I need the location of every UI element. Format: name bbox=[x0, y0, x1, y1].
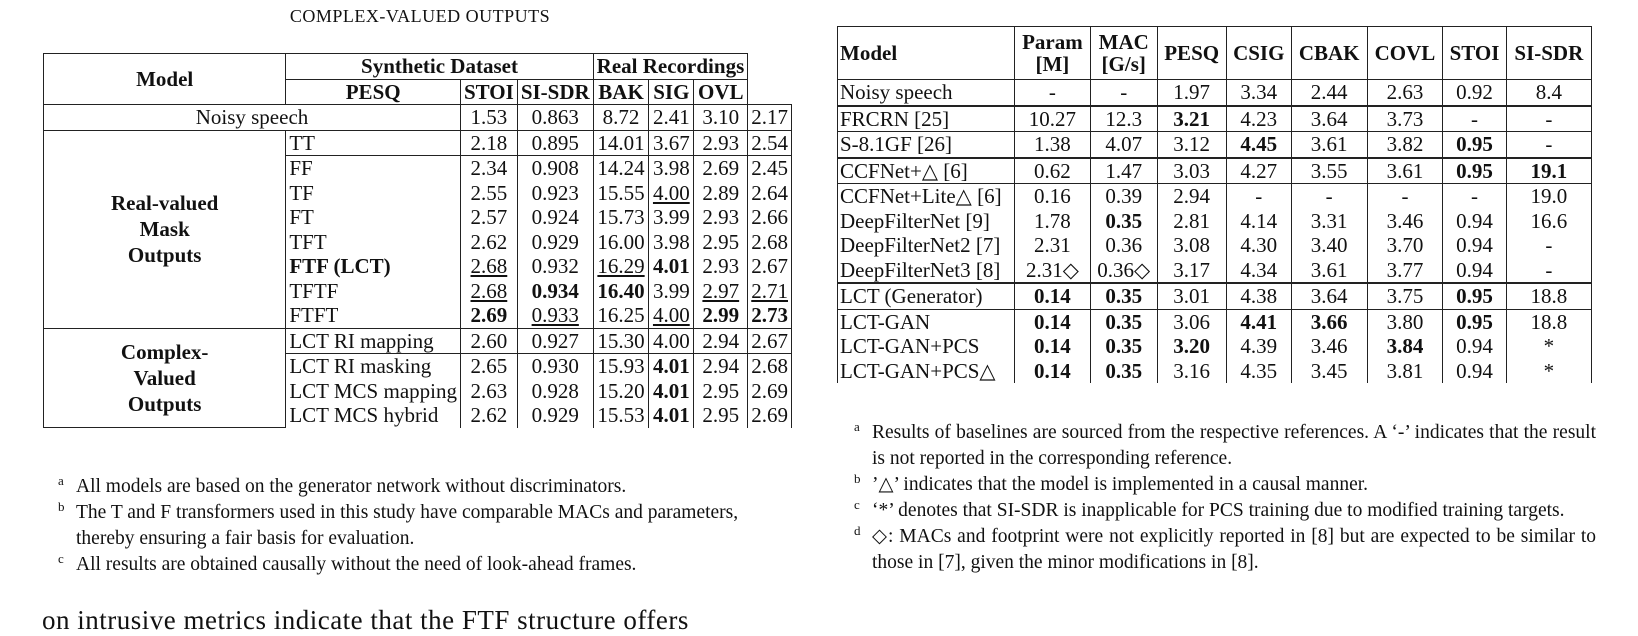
header-line: Param bbox=[1022, 30, 1083, 54]
table-cell: 3.80 bbox=[1367, 309, 1443, 334]
table-cell: 3.01 bbox=[1157, 283, 1226, 309]
row-label: LCT-GAN bbox=[838, 309, 1015, 334]
table-cell: 4.14 bbox=[1226, 209, 1291, 234]
table-cell: 0.95 bbox=[1443, 309, 1506, 334]
footnote-mark: a bbox=[854, 419, 860, 434]
row-label: DeepFilterNet2 [7] bbox=[838, 233, 1015, 258]
table-cell: 2.63 bbox=[1367, 80, 1443, 106]
table-row bbox=[838, 184, 1592, 209]
group-label-line: Complex- bbox=[120, 339, 209, 364]
footnote-mark: b bbox=[58, 499, 65, 514]
table-cell: 3.70 bbox=[1367, 233, 1443, 258]
row-label: Noisy speech bbox=[838, 80, 1015, 106]
table-cell: 4.00 bbox=[649, 303, 694, 328]
table-cell: 0.929 bbox=[517, 403, 593, 428]
table-cell: 14.01 bbox=[593, 130, 649, 156]
table-cell: 3.21 bbox=[1157, 106, 1226, 132]
table-cell: 3.17 bbox=[1157, 258, 1226, 284]
table-cell: 0.14 bbox=[1015, 283, 1091, 309]
column-header: STOI bbox=[1443, 27, 1506, 80]
row-label: CCFNet+△ [6] bbox=[838, 158, 1015, 184]
table-cell: 15.30 bbox=[593, 328, 649, 354]
row-label: LCT RI mapping bbox=[286, 328, 461, 354]
table-cell: 3.99 bbox=[649, 205, 694, 230]
table-cell: 4.01 bbox=[649, 403, 694, 428]
table-cell: 0.908 bbox=[517, 156, 593, 181]
row-label: LCT RI masking bbox=[286, 354, 461, 379]
table-cell: 2.68 bbox=[460, 254, 517, 279]
footnote bbox=[836, 420, 1596, 472]
table-cell: 0.95 bbox=[1443, 132, 1506, 158]
table-cell: 0.924 bbox=[517, 205, 593, 230]
table-cell: 0.934 bbox=[517, 279, 593, 304]
header-synthetic-dataset: Synthetic Dataset bbox=[286, 54, 593, 80]
footnote bbox=[836, 498, 1596, 524]
table-cell: 2.44 bbox=[1291, 80, 1367, 106]
table-cell: 2.95 bbox=[694, 403, 748, 428]
table-cell: - bbox=[1443, 184, 1506, 209]
table-cell: 2.64 bbox=[748, 181, 792, 206]
table-cell: 0.923 bbox=[517, 181, 593, 206]
table-cell: 2.81 bbox=[1157, 209, 1226, 234]
row-label: FTF (LCT) bbox=[286, 254, 461, 279]
table-cell: 10.27 bbox=[1015, 106, 1091, 132]
footnote-text: ‘*’ denotes that SI-SDR is inapplicable for PCS training due to modified training targets. bbox=[872, 500, 1565, 521]
column-header: SIG bbox=[649, 79, 694, 105]
table-cell: 15.93 bbox=[593, 354, 649, 379]
table-cell: 2.41 bbox=[649, 105, 694, 131]
table-cell: 2.71 bbox=[748, 279, 792, 304]
footnote-text: All models are based on the generator network without discriminators. bbox=[76, 476, 627, 497]
group-label-line: Real-valued bbox=[111, 191, 219, 215]
table-cell: 2.68 bbox=[748, 354, 792, 379]
table-cell: 3.55 bbox=[1291, 158, 1367, 184]
table-cell: 0.94 bbox=[1443, 209, 1506, 234]
table-cell: 0.92 bbox=[1443, 80, 1506, 106]
table-cell: 4.30 bbox=[1226, 233, 1291, 258]
table-cell: 4.38 bbox=[1226, 283, 1291, 309]
ablation-table bbox=[43, 53, 792, 428]
table-cell: 4.35 bbox=[1226, 359, 1291, 384]
table-cell: 3.10 bbox=[694, 105, 748, 131]
table-cell: 3.12 bbox=[1157, 132, 1226, 158]
table-cell: 15.53 bbox=[593, 403, 649, 428]
table-cell: 2.55 bbox=[460, 181, 517, 206]
table-cell: 1.78 bbox=[1015, 209, 1091, 234]
row-label: LCT MCS mapping bbox=[286, 379, 461, 404]
table-cell: 3.31 bbox=[1291, 209, 1367, 234]
table-cell: 3.20 bbox=[1157, 334, 1226, 359]
footnote-text: ◇: MACs and footprint were not explicitly reported in [8] but are expected to be similar to those in [7], given the minor modifications in [8]. bbox=[872, 526, 1596, 573]
table-cell: 0.895 bbox=[517, 130, 593, 156]
footnote-mark: d bbox=[854, 523, 861, 538]
table-cell: - bbox=[1506, 106, 1591, 132]
table-cell: 0.94 bbox=[1443, 233, 1506, 258]
table-cell: 2.68 bbox=[460, 279, 517, 304]
table-cell: 3.61 bbox=[1291, 258, 1367, 284]
footnote-text: ’△’ indicates that the model is implemented in a causal manner. bbox=[872, 474, 1369, 495]
table-cell: 4.45 bbox=[1226, 132, 1291, 158]
table-cell: 4.01 bbox=[649, 379, 694, 404]
table-cell: 3.98 bbox=[649, 156, 694, 181]
column-header: BAK bbox=[593, 79, 649, 105]
group-label-line: Valued bbox=[133, 365, 196, 390]
column-header: OVL bbox=[694, 79, 748, 105]
table-row bbox=[838, 209, 1592, 234]
table-cell: 0.95 bbox=[1443, 283, 1506, 309]
column-header: CBAK bbox=[1291, 27, 1367, 80]
footnote bbox=[40, 552, 800, 578]
table-cell: 2.94 bbox=[1157, 184, 1226, 209]
table-cell: 0.932 bbox=[517, 254, 593, 279]
table-cell: 1.53 bbox=[460, 105, 517, 131]
table-cell: 3.06 bbox=[1157, 309, 1226, 334]
table-row bbox=[838, 258, 1592, 284]
column-header: PESQ bbox=[286, 79, 461, 105]
table-cell: 19.1 bbox=[1506, 158, 1591, 184]
column-header: PESQ bbox=[1157, 27, 1226, 80]
table-cell: 15.73 bbox=[593, 205, 649, 230]
footnote bbox=[40, 500, 800, 552]
table-cell: 2.99 bbox=[694, 303, 748, 328]
table-cell: 0.14 bbox=[1015, 309, 1091, 334]
table-cell: 4.39 bbox=[1226, 334, 1291, 359]
table-row bbox=[838, 359, 1592, 384]
row-label: DeepFilterNet3 [8] bbox=[838, 258, 1015, 284]
table-cell: 3.77 bbox=[1367, 258, 1443, 284]
table-cell: 3.46 bbox=[1291, 334, 1367, 359]
table-cell: 2.93 bbox=[694, 254, 748, 279]
table-cell: 0.14 bbox=[1015, 359, 1091, 384]
table-cell: 0.35 bbox=[1090, 359, 1157, 384]
table-cell: 0.933 bbox=[517, 303, 593, 328]
table-cell: 2.73 bbox=[748, 303, 792, 328]
table-cell: 19.0 bbox=[1506, 184, 1591, 209]
table-cell: 2.62 bbox=[460, 403, 517, 428]
row-label: Noisy speech bbox=[44, 105, 461, 131]
table-cell: 18.8 bbox=[1506, 309, 1591, 334]
header-model: Model bbox=[44, 54, 286, 105]
table-cell: 4.23 bbox=[1226, 106, 1291, 132]
table-row bbox=[44, 328, 792, 354]
group-label bbox=[44, 328, 286, 428]
table-cell: 4.07 bbox=[1090, 132, 1157, 158]
table-row bbox=[838, 158, 1592, 184]
footnote bbox=[836, 524, 1596, 576]
table-row bbox=[838, 106, 1592, 132]
table-cell: 3.08 bbox=[1157, 233, 1226, 258]
table-cell: - bbox=[1015, 80, 1091, 106]
table-cell: 2.60 bbox=[460, 328, 517, 354]
table-cell: 15.20 bbox=[593, 379, 649, 404]
table-cell: 3.45 bbox=[1291, 359, 1367, 384]
table-cell: * bbox=[1506, 334, 1591, 359]
header-param bbox=[1015, 27, 1091, 80]
footnote-text: The T and F transformers used in this study have comparable MACs and parameters, thereby ensuring a fair basis for evaluation. bbox=[76, 502, 739, 549]
footnote-mark: c bbox=[854, 497, 860, 512]
row-label: LCT-GAN+PCS△ bbox=[838, 359, 1015, 384]
table-cell: 2.66 bbox=[748, 205, 792, 230]
row-label: FF bbox=[286, 156, 461, 181]
row-label: FTFT bbox=[286, 303, 461, 328]
table-cell: 3.98 bbox=[649, 230, 694, 255]
table-cell: 3.75 bbox=[1367, 283, 1443, 309]
table-cell: 2.93 bbox=[694, 130, 748, 156]
table1-caption: COMPLEX-VALUED OUTPUTS bbox=[289, 6, 551, 26]
table-cell: 3.73 bbox=[1367, 106, 1443, 132]
table-cell: 2.18 bbox=[460, 130, 517, 156]
column-header: STOI bbox=[460, 79, 517, 105]
table-cell: 3.82 bbox=[1367, 132, 1443, 158]
table-cell: 4.34 bbox=[1226, 258, 1291, 284]
table-cell: 0.94 bbox=[1443, 334, 1506, 359]
table-cell: - bbox=[1291, 184, 1367, 209]
table-cell: 8.72 bbox=[593, 105, 649, 131]
row-label: TFTF bbox=[286, 279, 461, 304]
table-cell: 0.35 bbox=[1090, 209, 1157, 234]
table-cell: 0.35 bbox=[1090, 334, 1157, 359]
table-cell: 3.64 bbox=[1291, 106, 1367, 132]
table-cell: 3.61 bbox=[1367, 158, 1443, 184]
table-cell: 16.29 bbox=[593, 254, 649, 279]
table-cell: - bbox=[1367, 184, 1443, 209]
table-cell: 0.35 bbox=[1090, 283, 1157, 309]
body-paragraph: on intrusive metrics indicate that the FTF structure offers bbox=[42, 605, 689, 635]
header-line: MAC bbox=[1098, 30, 1149, 54]
row-label: FT bbox=[286, 205, 461, 230]
table-cell: 3.81 bbox=[1367, 359, 1443, 384]
table-cell: 0.929 bbox=[517, 230, 593, 255]
row-label: TFT bbox=[286, 230, 461, 255]
table-row bbox=[838, 309, 1592, 334]
table-row bbox=[838, 132, 1592, 158]
column-header: SI-SDR bbox=[517, 79, 593, 105]
row-label: LCT MCS hybrid bbox=[286, 403, 461, 428]
column-header: COVL bbox=[1367, 27, 1443, 80]
table-cell: 4.01 bbox=[649, 254, 694, 279]
table-cell: 2.63 bbox=[460, 379, 517, 404]
table-cell: 0.863 bbox=[517, 105, 593, 131]
table-cell: 0.930 bbox=[517, 354, 593, 379]
table-cell: 2.94 bbox=[694, 328, 748, 354]
table-cell: 2.31 bbox=[1015, 233, 1091, 258]
table-cell: 16.6 bbox=[1506, 209, 1591, 234]
table-cell: 0.94 bbox=[1443, 258, 1506, 284]
footnote-text: All results are obtained causally without the need of look-ahead frames. bbox=[76, 554, 637, 575]
header-model: Model bbox=[838, 27, 1015, 80]
row-label: S-8.1GF [26] bbox=[838, 132, 1015, 158]
table-cell: 14.24 bbox=[593, 156, 649, 181]
table-cell: 2.89 bbox=[694, 181, 748, 206]
row-label: CCFNet+Lite△ [6] bbox=[838, 184, 1015, 209]
table-cell: 3.03 bbox=[1157, 158, 1226, 184]
table-cell: - bbox=[1506, 258, 1591, 284]
table-cell: 8.4 bbox=[1506, 80, 1591, 106]
table-cell: - bbox=[1506, 233, 1591, 258]
table-cell: 2.69 bbox=[748, 403, 792, 428]
row-label: LCT-GAN+PCS bbox=[838, 334, 1015, 359]
table-cell: 1.38 bbox=[1015, 132, 1091, 158]
table-cell: - bbox=[1226, 184, 1291, 209]
row-label: TT bbox=[286, 130, 461, 156]
table-row bbox=[838, 80, 1592, 106]
table-cell: 4.00 bbox=[649, 328, 694, 354]
row-label: DeepFilterNet [9] bbox=[838, 209, 1015, 234]
row-label: FRCRN [25] bbox=[838, 106, 1015, 132]
table-cell: 12.3 bbox=[1090, 106, 1157, 132]
table-cell: 3.84 bbox=[1367, 334, 1443, 359]
table-cell: - bbox=[1506, 132, 1591, 158]
table-cell: 4.27 bbox=[1226, 158, 1291, 184]
table-cell: 16.00 bbox=[593, 230, 649, 255]
table-cell: 4.41 bbox=[1226, 309, 1291, 334]
table-cell: 1.97 bbox=[1157, 80, 1226, 106]
table-cell: 2.69 bbox=[694, 156, 748, 181]
table-cell: 18.8 bbox=[1506, 283, 1591, 309]
table-cell: 2.34 bbox=[460, 156, 517, 181]
table-cell: 0.928 bbox=[517, 379, 593, 404]
table-cell: 0.94 bbox=[1443, 359, 1506, 384]
header-real-recordings: Real Recordings bbox=[593, 54, 748, 80]
row-label: LCT (Generator) bbox=[838, 283, 1015, 309]
table-row bbox=[44, 130, 792, 156]
header-line: [G/s] bbox=[1101, 52, 1146, 76]
table-cell: 2.57 bbox=[460, 205, 517, 230]
footnote bbox=[40, 474, 800, 500]
table-cell: 0.39 bbox=[1090, 184, 1157, 209]
table-cell: 0.14 bbox=[1015, 334, 1091, 359]
table-cell: 16.25 bbox=[593, 303, 649, 328]
table-cell: 2.45 bbox=[748, 156, 792, 181]
table-row bbox=[838, 283, 1592, 309]
table-cell: 0.35 bbox=[1090, 309, 1157, 334]
table-cell: 2.67 bbox=[748, 328, 792, 354]
table-cell: 0.16 bbox=[1015, 184, 1091, 209]
table-cell: 3.67 bbox=[649, 130, 694, 156]
table-cell: 0.927 bbox=[517, 328, 593, 354]
table-row bbox=[838, 334, 1592, 359]
row-label: TF bbox=[286, 181, 461, 206]
table-cell: 4.00 bbox=[649, 181, 694, 206]
group-label-line: Outputs bbox=[127, 243, 202, 267]
footnote-mark: b bbox=[854, 471, 861, 486]
group-label-line: Outputs bbox=[127, 391, 202, 416]
header-line: [M] bbox=[1035, 52, 1070, 76]
group-label bbox=[44, 130, 286, 328]
table2-footnotes bbox=[836, 420, 1596, 576]
comparison-table bbox=[837, 26, 1592, 383]
table-cell: 1.47 bbox=[1090, 158, 1157, 184]
table1-footnotes bbox=[40, 474, 800, 578]
table-cell: 2.95 bbox=[694, 230, 748, 255]
column-header: SI-SDR bbox=[1506, 27, 1591, 80]
table-cell: 2.94 bbox=[694, 354, 748, 379]
table-cell: 3.64 bbox=[1291, 283, 1367, 309]
table-cell: 3.40 bbox=[1291, 233, 1367, 258]
table-cell: * bbox=[1506, 359, 1591, 384]
table-cell: 0.62 bbox=[1015, 158, 1091, 184]
table-cell: 2.67 bbox=[748, 254, 792, 279]
table-row bbox=[838, 233, 1592, 258]
table-cell: 2.93 bbox=[694, 205, 748, 230]
header-mac bbox=[1090, 27, 1157, 80]
table-cell: 2.54 bbox=[748, 130, 792, 156]
footnote bbox=[836, 472, 1596, 498]
table-cell: 2.31◇ bbox=[1015, 258, 1091, 284]
footnote-mark: a bbox=[58, 473, 64, 488]
table-cell: 2.68 bbox=[748, 230, 792, 255]
table-cell: 2.62 bbox=[460, 230, 517, 255]
table-cell: 3.66 bbox=[1291, 309, 1367, 334]
table-cell: 2.69 bbox=[460, 303, 517, 328]
table-cell: 0.36◇ bbox=[1090, 258, 1157, 284]
table-cell: 3.16 bbox=[1157, 359, 1226, 384]
table-cell: 15.55 bbox=[593, 181, 649, 206]
footnote-text: Results of baselines are sourced from the respective references. A ‘-’ indicates that the result is not reported in the corresponding reference. bbox=[872, 422, 1596, 469]
table-cell: 3.61 bbox=[1291, 132, 1367, 158]
column-header: CSIG bbox=[1226, 27, 1291, 80]
table-cell: 4.01 bbox=[649, 354, 694, 379]
table-cell: 0.36 bbox=[1090, 233, 1157, 258]
table-cell: 2.17 bbox=[748, 105, 792, 131]
table-cell: 16.40 bbox=[593, 279, 649, 304]
table-cell: 2.97 bbox=[694, 279, 748, 304]
footnote-mark: c bbox=[58, 551, 64, 566]
table-cell: 2.65 bbox=[460, 354, 517, 379]
table-cell: 2.95 bbox=[694, 379, 748, 404]
table-cell: 3.46 bbox=[1367, 209, 1443, 234]
group-label-line: Mask bbox=[139, 217, 190, 241]
table-cell: 0.95 bbox=[1443, 158, 1506, 184]
table-cell: - bbox=[1090, 80, 1157, 106]
table-cell: - bbox=[1443, 106, 1506, 132]
table-cell: 3.34 bbox=[1226, 80, 1291, 106]
table-cell: 2.69 bbox=[748, 379, 792, 404]
table-cell: 3.99 bbox=[649, 279, 694, 304]
